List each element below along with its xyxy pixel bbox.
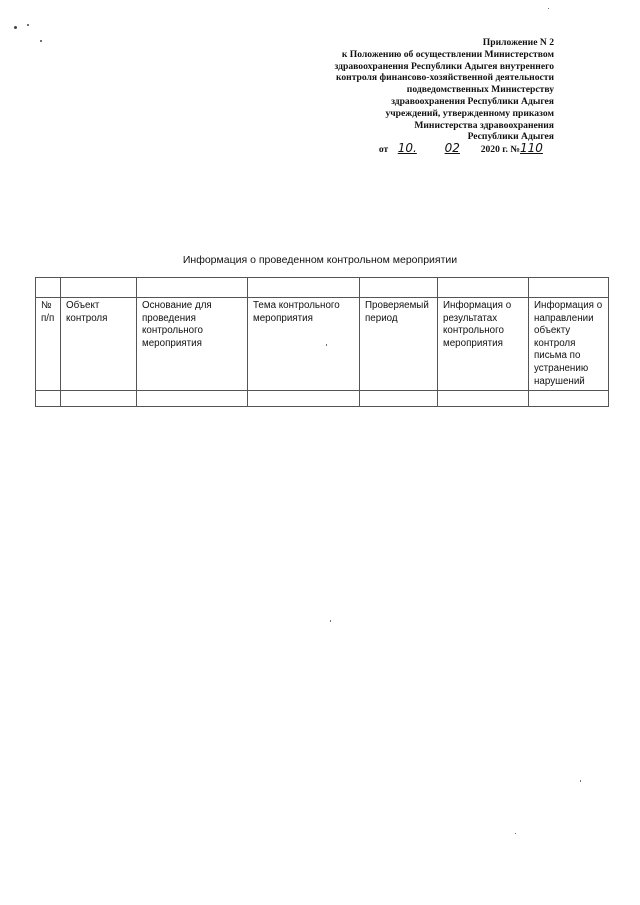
date-year-label: 2020 г. № [480,144,520,156]
table-cell [36,391,61,407]
column-header-basis: Основание для проведения контрольного мероприятия [137,298,248,391]
table-cell [36,278,61,298]
column-header-period: Проверяемый период [360,298,438,391]
header-line: Министерства здравоохранения [414,119,554,131]
handwritten-month: 02 [444,141,460,156]
report-table [35,277,609,407]
scan-speck [548,8,549,9]
table-row-blank [36,391,609,407]
column-header-letter: Информация о направлении объекту контроля письма по устранению нарушений [529,298,609,391]
table-cell [438,391,529,407]
table-cell [360,391,438,407]
appendix-header [224,37,554,156]
table-row-blank [36,278,609,298]
scan-speck [326,344,327,346]
header-line: здравоохранения Республики Адыгея внутреннего [334,60,554,72]
scan-speck [330,620,331,622]
header-line: здравоохранения Республики Адыгея [391,95,554,107]
scan-speck [580,780,581,782]
header-line: учреждений, утвержденному приказом [385,107,554,119]
table-header-row [36,298,609,391]
scan-speck [40,40,42,42]
column-header-results: Информация о результатах контрольного мероприятия [438,298,529,391]
document-title: Информация о проведенном контрольном мероприятии [182,254,458,266]
header-line: контроля финансово-хозяйственной деятельности [335,72,554,84]
handwritten-day: 10. [397,141,417,156]
header-line: Приложение N 2 [482,37,554,48]
scan-speck [27,24,29,26]
table-cell [529,278,609,298]
header-line: к Положению об осуществлении Министерством [341,48,554,60]
date-prefix: от [378,144,389,156]
table-cell [61,278,137,298]
table-cell [438,278,529,298]
scan-speck [515,833,516,834]
header-line: подведомственных Министерству [406,84,554,96]
table-cell [61,391,137,407]
table-cell [360,278,438,298]
handwritten-doc-number: 110 [520,141,543,156]
order-date-line [224,143,554,156]
table-cell [248,391,360,407]
table-cell [529,391,609,407]
header-line: Республики Адыгея [467,131,554,143]
scan-speck [14,26,17,29]
table-cell [137,278,248,298]
table-cell [137,391,248,407]
column-header-object: Объект контроля [61,298,137,391]
table-cell [248,278,360,298]
column-header-number: № п/п [36,298,61,391]
column-header-topic: Тема контрольного мероприятия [248,298,360,391]
